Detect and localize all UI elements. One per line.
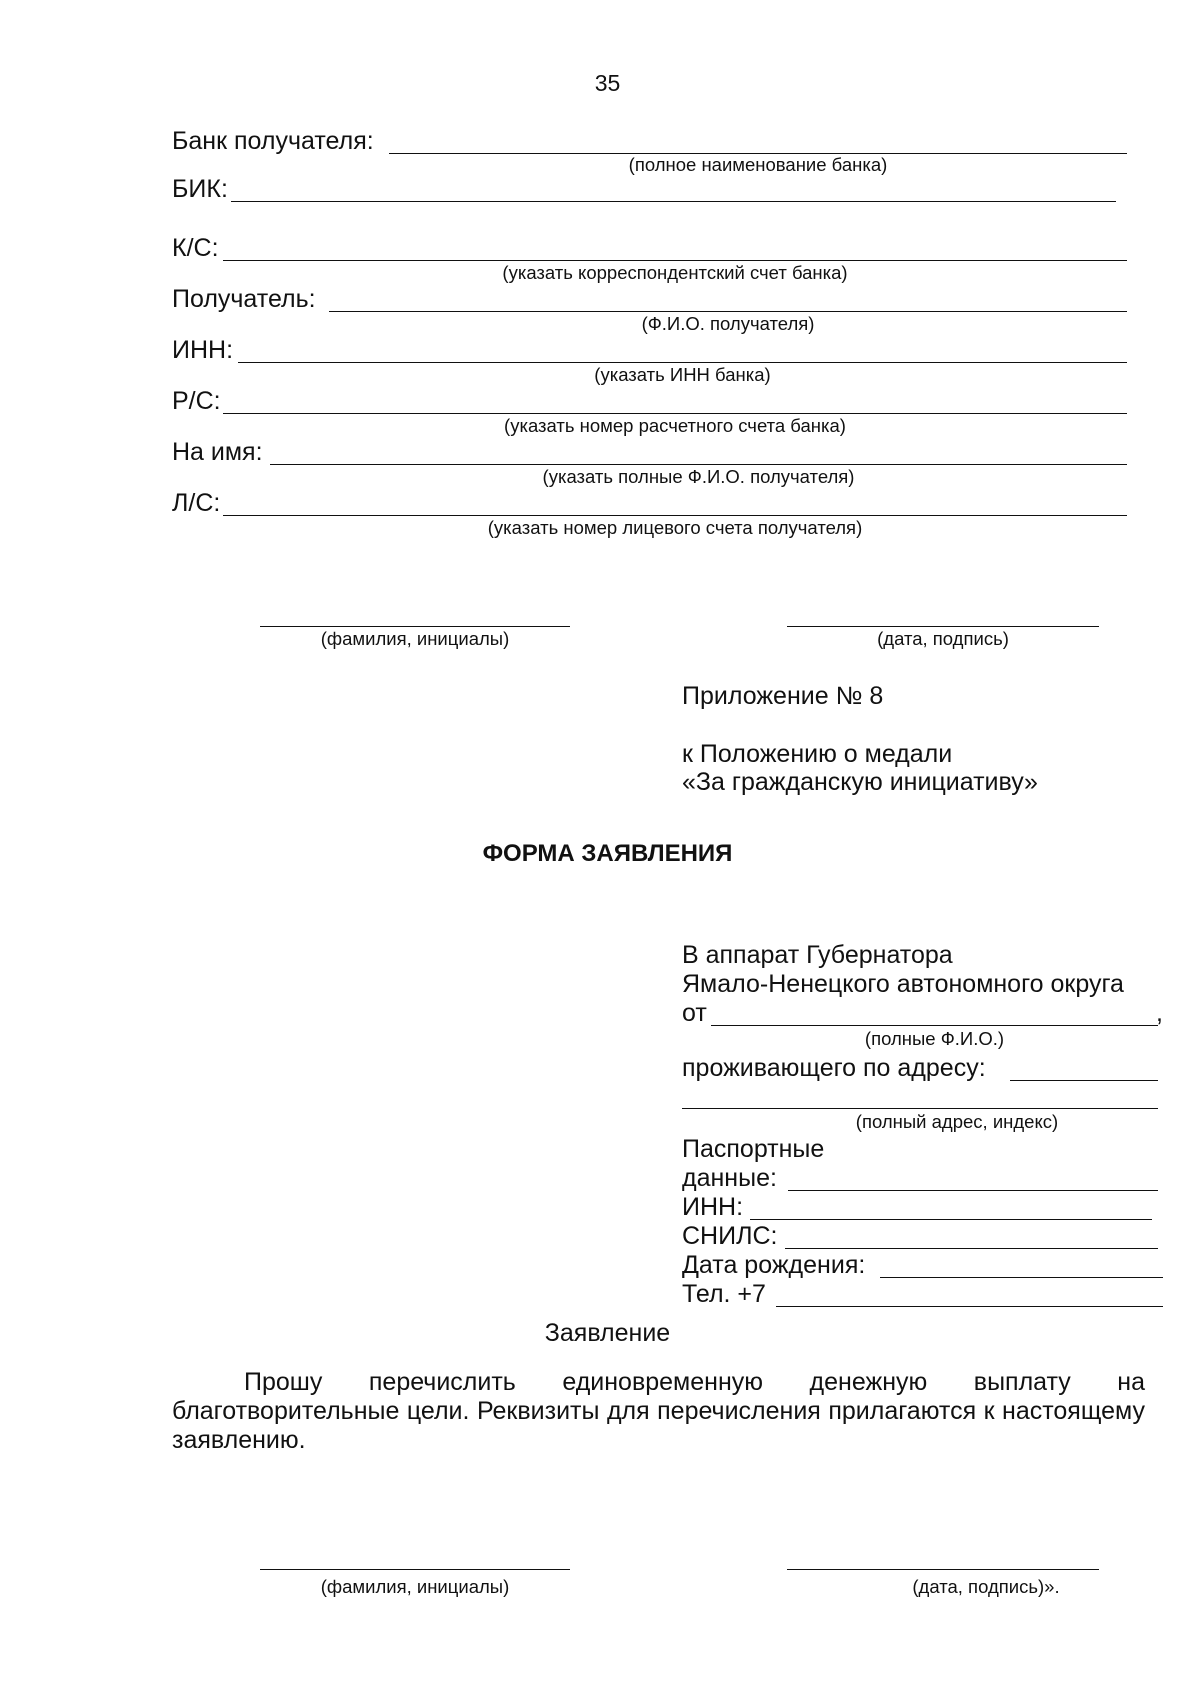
phone-input-line[interactable] [776, 1306, 1163, 1307]
inn-bank-label: ИНН: [172, 336, 234, 364]
ks-hint: (указать корреспондентский счет банка) [502, 262, 848, 283]
surname-hint: (фамилия, инициалы) [320, 628, 510, 649]
inn-bank-input-line[interactable] [238, 362, 1127, 363]
inn-label: ИНН: [682, 1193, 744, 1221]
address-input-line-1[interactable] [1010, 1080, 1158, 1081]
appendix-number: Приложение № 8 [682, 682, 884, 710]
birth-date-label: Дата рождения: [682, 1251, 866, 1279]
page-number: 35 [594, 70, 621, 96]
addressee-line1: В аппарат Губернатора [682, 941, 953, 969]
passport-label-line1: Паспортные [682, 1135, 825, 1163]
from-comma: , [1156, 999, 1163, 1027]
statement-paragraph [172, 1368, 1145, 1455]
birth-date-input-line[interactable] [880, 1277, 1163, 1278]
from-label: от [682, 999, 707, 1027]
bik-input-line[interactable] [231, 201, 1116, 202]
name-label: На имя: [172, 438, 263, 466]
ks-label: К/С: [172, 234, 219, 262]
address-label: проживающего по адресу: [682, 1054, 986, 1082]
address-hint: (полный адрес, индекс) [855, 1111, 1059, 1132]
recipient-hint: (Ф.И.О. получателя) [641, 313, 815, 334]
name-hint: (указать полные Ф.И.О. получателя) [542, 466, 855, 487]
name-input-line[interactable] [270, 464, 1127, 465]
bank-label: Банк получателя: [172, 127, 374, 155]
recipient-label: Получатель: [172, 285, 316, 313]
inn-input-line[interactable] [750, 1219, 1152, 1220]
phone-label: Тел. +7 [682, 1280, 766, 1308]
rs-label: Р/С: [172, 387, 221, 415]
appendix-line1: к Положению о медали [682, 740, 953, 768]
ls-hint: (указать номер лицевого счета получателя) [487, 517, 863, 538]
appendix-line2: «За гражданскую инициативу» [682, 768, 1038, 796]
addressee-line2: Ямало-Ненецкого автономного округа [682, 970, 1124, 998]
form-title: ФОРМА ЗАЯВЛЕНИЯ [482, 840, 733, 867]
surname-signature-line[interactable] [260, 626, 570, 627]
date-signature-line[interactable] [787, 626, 1099, 627]
snils-input-line[interactable] [785, 1248, 1158, 1249]
passport-input-line[interactable] [788, 1190, 1158, 1191]
rs-input-line[interactable] [223, 413, 1127, 414]
passport-label-line2: данные: [682, 1164, 777, 1192]
from-hint: (полные Ф.И.О.) [864, 1028, 1005, 1049]
rs-hint: (указать номер расчетного счета банка) [504, 415, 846, 436]
ls-label: Л/С: [172, 489, 221, 517]
inn-bank-hint: (указать ИНН банка) [594, 364, 771, 385]
bank-hint: (полное наименование банка) [628, 154, 888, 175]
ls-input-line[interactable] [223, 515, 1127, 516]
surname-signature-line-bottom[interactable] [260, 1569, 570, 1570]
statement-title: Заявление [544, 1319, 671, 1347]
from-input-line[interactable] [711, 1025, 1158, 1026]
recipient-input-line[interactable] [329, 311, 1127, 312]
snils-label: СНИЛС: [682, 1222, 778, 1250]
date-signature-line-bottom[interactable] [787, 1569, 1099, 1570]
statement-text: Прошу перечислить единовременную денежную выплату на благотворительные цели. Реквизиты для перечисления прилагаются к настоящему заявлению. [172, 1368, 1145, 1454]
date-signature-hint-bottom: (дата, подпись)». [912, 1576, 1060, 1597]
address-input-line-2[interactable] [682, 1108, 1158, 1109]
bik-label: БИК: [172, 175, 228, 203]
surname-hint-bottom: (фамилия, инициалы) [320, 1576, 510, 1597]
ks-input-line[interactable] [223, 260, 1127, 261]
date-signature-hint: (дата, подпись) [877, 628, 1009, 649]
